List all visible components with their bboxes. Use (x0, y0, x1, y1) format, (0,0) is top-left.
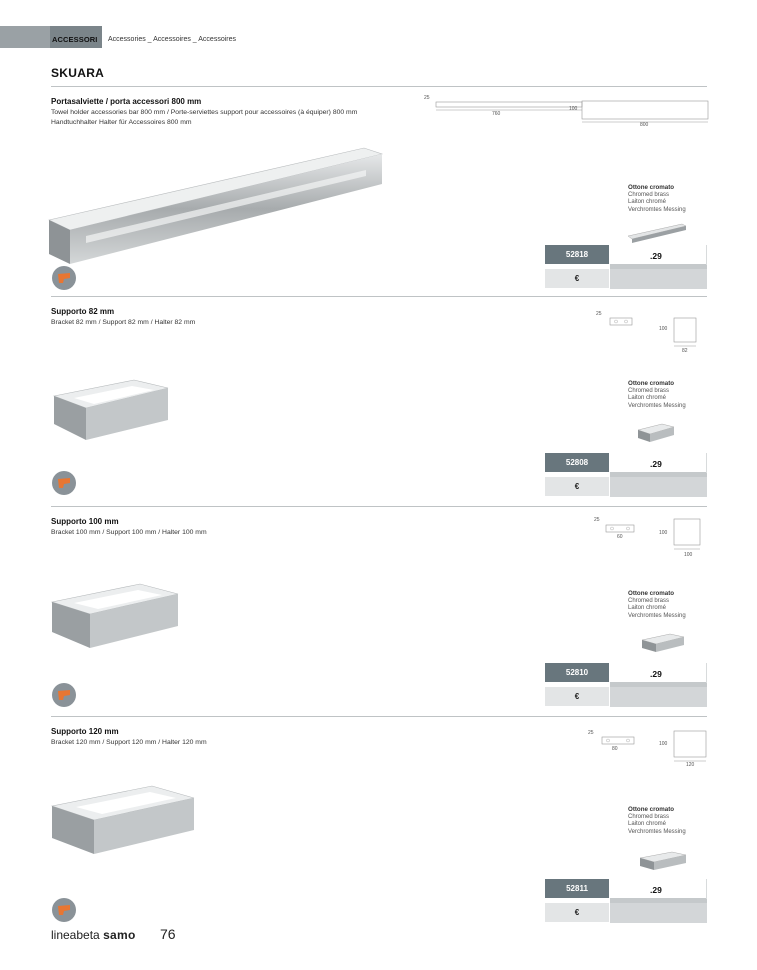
finish-code: .29 (650, 885, 662, 895)
material-fr: Laiton chromé (628, 199, 667, 205)
brand-logo-icon (52, 898, 76, 922)
product-title: Portasalviette / porta accessori 800 mm (51, 97, 202, 106)
price-cell (610, 903, 707, 923)
product-image (46, 140, 386, 265)
technical-drawing (422, 92, 712, 132)
product-title: Supporto 82 mm (51, 307, 115, 316)
material-it: Ottone cromato (628, 590, 675, 597)
product-image (50, 378, 174, 444)
section-subtitle: Accessories _ Accessoires _ Accessoires (108, 36, 236, 43)
material-list (628, 184, 686, 214)
dimension-label: 760 (492, 111, 501, 117)
product-code: 52810 (545, 663, 609, 682)
material-fr: Laiton chromé (628, 605, 667, 611)
divider (51, 716, 707, 717)
dimension-label: 100 (659, 326, 668, 332)
material-it: Ottone cromato (628, 184, 675, 191)
material-it: Ottone cromato (628, 380, 675, 387)
price-cell (610, 477, 707, 497)
currency-cell: € (545, 269, 609, 288)
product-description: Bracket 120 mm / Support 120 mm / Halter 120 mm (51, 739, 207, 746)
price-cell (610, 687, 707, 707)
currency-cell: € (545, 687, 609, 706)
material-de: Verchromtes Messing (628, 828, 686, 835)
page-number: 76 (160, 926, 176, 942)
dimension-label: 25 (596, 311, 602, 317)
material-de: Verchromtes Messing (628, 206, 686, 213)
dimension-label: 25 (424, 95, 430, 101)
product-title: Supporto 120 mm (51, 727, 119, 736)
material-list (628, 380, 686, 410)
dimension-label: 60 (617, 534, 623, 540)
product-description: Bracket 82 mm / Support 82 mm / Halter 82 mm (51, 319, 196, 326)
material-de: Verchromtes Messing (628, 402, 686, 409)
dimension-label: 100 (659, 741, 668, 747)
dimension-label: 80 (612, 746, 618, 752)
product-title: Supporto 100 mm (51, 517, 119, 526)
product-description: Bracket 100 mm / Support 100 mm / Halter 100 mm (51, 529, 207, 536)
material-it: Ottone cromato (628, 806, 675, 813)
price-cell (610, 269, 707, 289)
finish-thumbnail (626, 220, 690, 244)
material-en: Chromed brass (628, 387, 670, 394)
currency-cell: € (545, 477, 609, 496)
dimension-label: 82 (682, 348, 688, 354)
table-border (706, 879, 707, 899)
table-border (706, 453, 707, 473)
dimension-label: 120 (686, 762, 695, 768)
product-description: Towel holder accessories bar 800 mm / Porte-serviettes support pour accessoires (à équiper) 800 mm (51, 109, 358, 116)
product-code: 52811 (545, 879, 609, 898)
material-en: Chromed brass (628, 813, 670, 820)
brand-logo-icon (52, 266, 76, 290)
product-image (48, 784, 198, 858)
brand-logo-icon (52, 683, 76, 707)
brand-logo-icon (52, 471, 76, 495)
finish-thumbnail (640, 632, 686, 654)
table-border (706, 245, 707, 265)
divider (51, 296, 707, 297)
material-list (628, 590, 686, 620)
dimension-label: 100 (569, 106, 578, 112)
product-code: 52808 (545, 453, 609, 472)
dimension-label: 800 (640, 122, 649, 128)
footer-brand-samo: samo (103, 928, 136, 942)
footer-brand-lineabeta: lineabeta (51, 928, 100, 942)
footer-brand (51, 928, 136, 942)
dimension-label: 100 (659, 530, 668, 536)
section-label: ACCESSORI (52, 35, 98, 44)
finish-code: .29 (650, 251, 662, 261)
product-code: 52818 (545, 245, 609, 264)
finish-code: .29 (650, 459, 662, 469)
material-en: Chromed brass (628, 191, 670, 198)
material-fr: Laiton chromé (628, 395, 667, 401)
divider (51, 86, 707, 87)
product-image (48, 582, 182, 652)
dimension-label: 25 (588, 730, 594, 736)
material-de: Verchromtes Messing (628, 612, 686, 619)
finish-thumbnail (636, 422, 678, 444)
divider (51, 506, 707, 507)
material-fr: Laiton chromé (628, 821, 667, 827)
material-list (628, 806, 686, 836)
dimension-label: 25 (594, 517, 600, 523)
finish-code: .29 (650, 669, 662, 679)
currency-cell: € (545, 903, 609, 922)
dimension-label: 100 (684, 552, 693, 558)
material-en: Chromed brass (628, 597, 670, 604)
series-title: SKUARA (51, 66, 105, 80)
table-border (706, 663, 707, 683)
product-description: Handtuchhalter Halter für Accessoires 800 mm (51, 119, 192, 126)
finish-thumbnail (638, 850, 688, 874)
